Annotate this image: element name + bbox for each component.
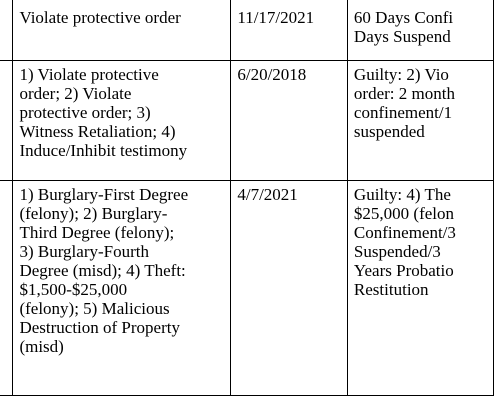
row-index-cell [0,61,13,181]
disposition-cell [347,181,493,396]
disposition-text: 60 Days Confi Days Suspend [353,8,454,46]
table-row [0,0,494,61]
row-index-cell [0,181,13,396]
table-row [0,61,494,181]
charges-cell [13,61,231,181]
date-cell [231,0,348,61]
charges-cell [13,0,231,61]
disposition-cell [347,0,493,61]
date-text: 11/17/2021 [237,8,315,27]
disposition-text: Guilty: 4) The $25,000 (felon Confinement/3 Suspended/3 Years Probatio Restitution [353,185,456,299]
date-text: 6/20/2018 [237,65,307,84]
charges-text: Violate protective order [19,8,181,27]
date-cell [231,61,348,181]
charges-text: 1) Burglary-First Degree (felony); 2) Burglary- Third Degree (felony); 3) Burglary-Fourth Degree (misd); 4) Theft: $1,500-$25,000 (felony); 5) Malicious Destruction of Property (misd) [19,185,189,356]
date-text: 4/7/2021 [237,185,298,204]
date-cell [231,181,348,396]
charges-cell [13,181,231,396]
table-row [0,181,494,396]
disposition-text: Guilty: 2) Vio order: 2 month confinement/1 suspended [353,65,455,141]
charges-text: 1) Violate protective order; 2) Violate protective order; 3) Witness Retaliation; 4) Induce/Inhibit testimony [19,65,188,160]
disposition-cell [347,61,493,181]
row-index-cell [0,0,13,61]
